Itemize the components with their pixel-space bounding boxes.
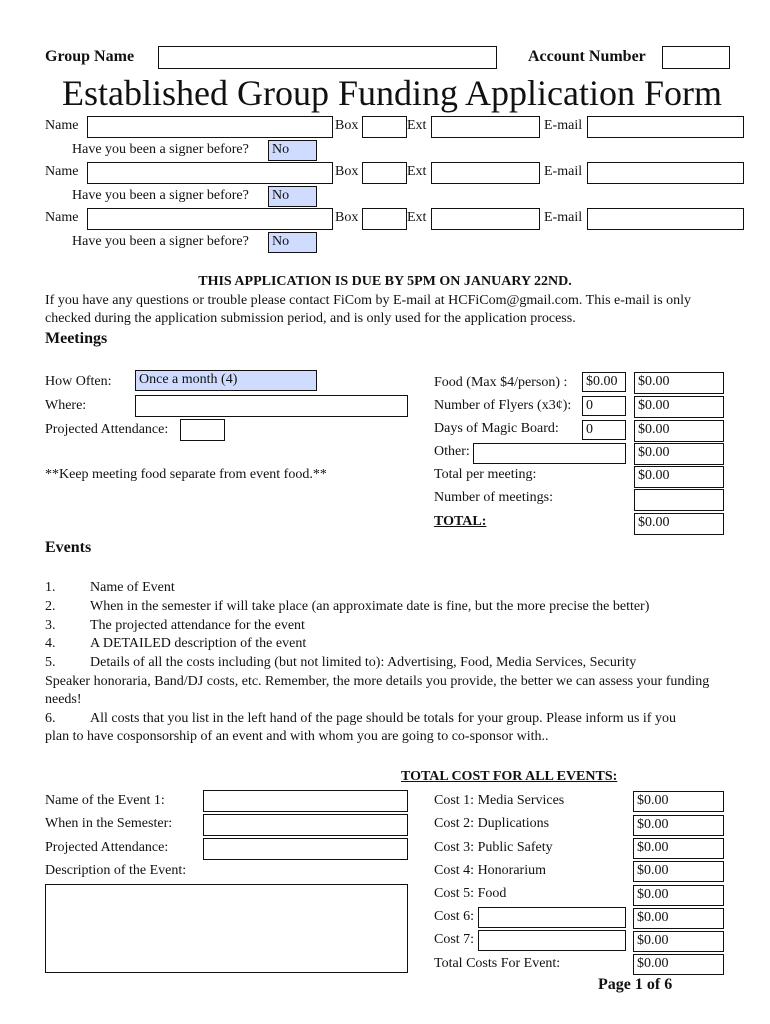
event-name-label: Name of the Event 1: <box>45 793 165 808</box>
list-item-number: 2. <box>45 599 56 614</box>
flyers-total <box>634 396 724 418</box>
list-item: A DETAILED description of the event <box>90 636 307 651</box>
event-description-label: Description of the Event: <box>45 863 187 878</box>
cost-label: Cost 1: Media Services <box>434 793 565 808</box>
event-attendance-field[interactable] <box>203 838 408 860</box>
where-field[interactable] <box>135 395 408 417</box>
box-field[interactable] <box>362 116 407 138</box>
list-item-number: 6. <box>45 711 56 726</box>
how-often-value: Once a month (4) <box>139 372 238 387</box>
email-field[interactable] <box>587 162 744 184</box>
cost-value: $0.00 <box>637 793 669 808</box>
signer-question: Have you been a signer before? <box>72 234 249 249</box>
signer-select-value: No <box>272 234 290 249</box>
magic-board-input[interactable] <box>582 420 626 440</box>
name-label: Name <box>45 164 79 179</box>
list-item: All costs that you list in the left hand of the page should be totals for your group. Please inform us if you <box>90 711 676 726</box>
box-label: Box <box>335 118 359 133</box>
box-label: Box <box>335 210 359 225</box>
num-meetings-label: Number of meetings: <box>434 490 553 505</box>
cost-value: $0.00 <box>637 910 669 925</box>
cost-label: Cost 3: Public Safety <box>434 840 553 855</box>
cost-label: Cost 4: Honorarium <box>434 863 546 878</box>
signer-select[interactable] <box>268 140 317 161</box>
cost-value: $0.00 <box>637 840 669 855</box>
cost-field[interactable] <box>633 838 724 859</box>
meetings-total-label: TOTAL: <box>434 514 487 529</box>
name-label: Name <box>45 210 79 225</box>
food-total <box>634 372 724 394</box>
account-number-label: Account Number <box>528 48 646 65</box>
signer-question: Have you been a signer before? <box>72 142 249 157</box>
cost-value: $0.00 <box>637 887 669 902</box>
cost-field[interactable] <box>633 931 724 952</box>
cost-field[interactable] <box>633 885 724 906</box>
cost-field[interactable] <box>633 861 724 882</box>
magic-board-total-value: $0.00 <box>638 422 670 437</box>
food-label: Food (Max $4/person) : <box>434 375 568 390</box>
event-description-field[interactable] <box>45 884 408 973</box>
cost-name-field[interactable] <box>478 907 626 928</box>
food-note: **Keep meeting food separate from event food.** <box>45 467 327 482</box>
food-input[interactable] <box>582 372 626 392</box>
contact-notice: If you have any questions or trouble please contact FiCom by E-mail at HCFiCom@gmail.com. This e-mail is only checked during the application submission period, and is only used for the application process. <box>45 293 692 326</box>
signer-select[interactable] <box>268 232 317 253</box>
group-name-field[interactable] <box>158 46 497 69</box>
event-when-label: When in the Semester: <box>45 816 173 831</box>
page-title: Established Group Funding Application Form <box>62 73 722 113</box>
meetings-heading: Meetings <box>45 330 108 347</box>
page-number: Page 1 of 6 <box>598 976 673 993</box>
cost-label: Cost 5: Food <box>434 886 507 901</box>
group-name-label: Group Name <box>45 48 135 65</box>
ext-field[interactable] <box>431 208 540 230</box>
per-meeting-total-value: $0.00 <box>638 468 670 483</box>
other-total-value: $0.00 <box>638 445 670 460</box>
box-label: Box <box>335 164 359 179</box>
list-item-number: 4. <box>45 636 56 651</box>
list-item: When in the semester if will take place (an approximate date is fine, but the more precise the better) <box>90 599 650 614</box>
other-total <box>634 443 724 465</box>
meeting-attendance-field[interactable] <box>180 419 225 441</box>
box-field[interactable] <box>362 208 407 230</box>
ext-field[interactable] <box>431 162 540 184</box>
list-item-continuation: Speaker honoraria, Band/DJ costs, etc. Remember, the more details you provide, the better we can assess your funding needs! <box>45 674 710 707</box>
ext-label: Ext <box>407 210 427 225</box>
event-name-field[interactable] <box>203 790 408 812</box>
cost-label: Cost 6: <box>434 909 475 924</box>
how-often-select[interactable] <box>135 370 317 391</box>
meetings-total <box>634 513 724 535</box>
magic-board-label: Days of Magic Board: <box>434 421 559 436</box>
cost-value: $0.00 <box>637 817 669 832</box>
other-input[interactable] <box>473 443 626 464</box>
total-event-cost-value: $0.00 <box>637 956 669 971</box>
event-attendance-label: Projected Attendance: <box>45 840 169 855</box>
list-item-number: 1. <box>45 580 56 595</box>
num-meetings-field[interactable] <box>634 489 724 511</box>
per-meeting-label: Total per meeting: <box>434 467 537 482</box>
list-item-number: 3. <box>45 618 56 633</box>
flyers-total-value: $0.00 <box>638 398 670 413</box>
cost-field[interactable] <box>633 815 724 836</box>
box-field[interactable] <box>362 162 407 184</box>
email-field[interactable] <box>587 208 744 230</box>
other-label: Other: <box>434 444 470 459</box>
total-cost-heading: TOTAL COST FOR ALL EVENTS: <box>401 769 618 784</box>
how-often-label: How Often: <box>45 374 112 389</box>
name-field[interactable] <box>87 162 333 184</box>
due-notice: THIS APPLICATION IS DUE BY 5PM ON JANUARY 22ND. <box>198 274 572 289</box>
flyers-label: Number of Flyers (x3¢): <box>434 398 572 413</box>
list-item: The projected attendance for the event <box>90 618 305 633</box>
food-input-value: $0.00 <box>586 374 618 389</box>
cost-value: $0.00 <box>637 933 669 948</box>
name-field[interactable] <box>87 116 333 138</box>
ext-field[interactable] <box>431 116 540 138</box>
magic-board-input-value: 0 <box>586 422 593 437</box>
cost-label: Cost 2: Duplications <box>434 816 550 831</box>
flyers-input[interactable] <box>582 396 626 416</box>
name-label: Name <box>45 118 79 133</box>
email-field[interactable] <box>587 116 744 138</box>
total-event-cost-label: Total Costs For Event: <box>434 956 561 971</box>
event-when-field[interactable] <box>203 814 408 836</box>
email-label: E-mail <box>544 210 583 225</box>
total-event-cost-field <box>633 954 724 975</box>
email-label: E-mail <box>544 118 583 133</box>
list-item-number: 5. <box>45 655 56 670</box>
name-field[interactable] <box>87 208 333 230</box>
signer-select-value: No <box>272 188 290 203</box>
cost-name-field[interactable] <box>478 930 626 951</box>
email-label: E-mail <box>544 164 583 179</box>
signer-question: Have you been a signer before? <box>72 188 249 203</box>
flyers-input-value: 0 <box>586 398 593 413</box>
magic-board-total <box>634 420 724 442</box>
food-total-value: $0.00 <box>638 374 670 389</box>
account-number-field[interactable] <box>662 46 730 69</box>
meeting-attendance-label: Projected Attendance: <box>45 422 169 437</box>
cost-value: $0.00 <box>637 863 669 878</box>
ext-label: Ext <box>407 118 427 133</box>
meetings-total-value: $0.00 <box>638 515 670 530</box>
signer-select-value: No <box>272 142 290 157</box>
list-item: Details of all the costs including (but not limited to): Advertising, Food, Media Services, Security <box>90 655 637 670</box>
list-item: Name of Event <box>90 580 175 595</box>
list-item-continuation: plan to have cosponsorship of an event and with whom you are going to co-sponsor with.. <box>45 729 549 744</box>
where-label: Where: <box>45 398 87 413</box>
ext-label: Ext <box>407 164 427 179</box>
cost-field[interactable] <box>633 908 724 929</box>
signer-select[interactable] <box>268 186 317 207</box>
per-meeting-total <box>634 466 724 488</box>
cost-label: Cost 7: <box>434 932 475 947</box>
events-heading: Events <box>45 539 92 556</box>
cost-field[interactable] <box>633 791 724 812</box>
